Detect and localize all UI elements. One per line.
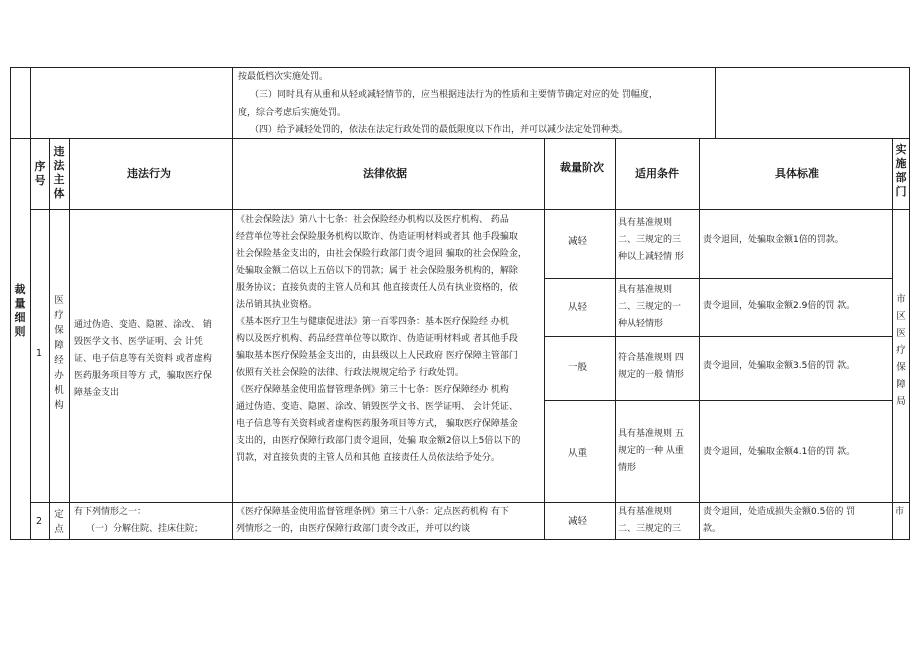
rule — [30, 209, 910, 210]
row2-level: 减轻 — [568, 516, 588, 527]
top-text-line: （四）给予减轻处罚的，依法在法定行政处罚的最低限度以下作出，并可以减少法定处罚种类。 — [250, 125, 629, 135]
header-seq: 序号 — [34, 160, 46, 187]
row1-basis-line: 构以及医疗机构、药品经营单位等以欺诈、伪造证明材料或 者其他手段 — [236, 334, 518, 344]
row1-condition-line: 具有基准规则 — [618, 218, 673, 228]
row1-basis-line: 处骗取金额二倍以上五倍以下的罚款；属于 社会保险服务机构的，解除 — [236, 266, 518, 276]
row1-basis-line: 《医疗保障基金使用监督管理条例》第三十七条：医疗保障经办 机构 — [236, 385, 509, 395]
row1-basis-line: 支出的，由医疗保障行政部门责令退回，处骗 取金额2倍以上5倍以下的 — [236, 436, 521, 446]
rule — [49, 138, 50, 539]
row1-level: 从轻 — [568, 302, 588, 313]
row2-act-line: （一）分解住院、挂床住院； — [86, 524, 204, 534]
row1-standard: 责令退回，处骗取金额1倍的罚款。 — [703, 235, 844, 245]
row1-dept: 市区医疗保障局 — [896, 294, 906, 407]
row1-basis-line: 《基本医疗卫生与健康促进法》第一百零四条：基本医疗保险经 办机 — [236, 317, 509, 327]
row1-basis-line: 罚款，对直接负责的主管人员和其他 直接责任人员依法给予处分。 — [236, 453, 500, 463]
rule — [69, 138, 70, 539]
row1-basis-line: 骗取基本医疗保险基金支出的，由县级以上人民政府 医疗保障主管部门 — [236, 351, 518, 361]
row2-standard-line: 责令退回，处造成损失金额0.5倍的 罚 — [703, 507, 856, 517]
row1-act-line: 通过伪造、变造、隐匿、涂改、 销 — [74, 320, 212, 330]
header-subject: 违法主体 — [53, 145, 65, 200]
rule — [715, 67, 716, 138]
row1-condition-line: 种以上减轻情 形 — [618, 252, 684, 262]
row2-dept: 市 — [895, 507, 905, 517]
row1-act-line: 医药服务项目等方 式，骗取医疗保 — [74, 371, 212, 381]
row1-basis-line: 社会保险基金支出的，由社会保险行政部门责令退回 骗取的社会保险金， — [236, 249, 527, 259]
row1-level: 一般 — [568, 362, 588, 373]
rule — [615, 138, 616, 539]
rule — [30, 502, 910, 503]
rule — [544, 278, 892, 279]
rule — [544, 138, 545, 539]
rule — [892, 138, 893, 539]
row1-condition-line: 种从轻情形 — [618, 319, 664, 329]
row2-basis-line: 列情形之一的，由医疗保障行政部门责令改正，并可以约谈 — [236, 524, 471, 534]
row1-basis-line: 服务协议；直接负责的主管人员和其 他直接责任人员有执业资格的，依 — [236, 283, 518, 293]
header-condition: 适用条件 — [635, 167, 679, 180]
row1-subject: 医疗保障经办机构 — [54, 295, 64, 411]
row1-standard: 责令退回，处骗取金额4.1倍的罚 款。 — [703, 447, 856, 457]
rule — [699, 138, 700, 539]
rule — [544, 400, 892, 401]
rule — [232, 67, 233, 138]
header-dept: 实施部门 — [895, 143, 907, 198]
row1-act-line: 毁医学文书、医学证明、会 计凭 — [74, 337, 203, 347]
row2-condition-line: 二、三规定的三 — [618, 524, 682, 534]
rule — [10, 67, 910, 68]
row2-basis-line: 《医疗保障基金使用监督管理条例》第三十八条：定点医药机构 有下 — [236, 507, 509, 517]
row1-condition-line: 规定的一种 从重 — [618, 446, 684, 456]
row1-act-line: 证、电子信息等有关资料 或者虚构 — [74, 354, 212, 364]
row2-seq: 2 — [36, 516, 43, 527]
row1-basis-line: 通过伪造、变造、隐匿、涂改、销毁医学文书、医学证明、 会计凭证、 — [236, 402, 518, 412]
row1-standard: 责令退回，处骗取金额3.5倍的罚 款。 — [703, 361, 856, 371]
row1-standard: 责令退回，处骗取金额2.9倍的罚 款。 — [703, 301, 856, 311]
row1-level: 减轻 — [568, 236, 588, 247]
rule — [544, 336, 892, 337]
row1-condition-line: 二、三规定的一 — [618, 302, 682, 312]
row1-condition-line: 二、三规定的三 — [618, 235, 682, 245]
row1-seq: 1 — [36, 348, 43, 359]
row1-condition-line: 规定的一般 情形 — [618, 370, 684, 380]
rule — [232, 138, 233, 539]
header-act: 违法行为 — [127, 167, 171, 180]
row1-basis-line: 经营单位等社会保险服务机构以欺诈、伪造证明材料或者其 他手段骗取 — [236, 232, 518, 242]
row1-basis-line: 电子信息等有关资料或者虚构医药服务项目等方式， 骗取医疗保障基金 — [236, 419, 518, 429]
top-text-line: 按最低档次实施处罚。 — [238, 72, 329, 82]
rule — [30, 67, 31, 540]
row1-condition-line: 符合基准规则 四 — [618, 353, 684, 363]
row1-condition-line: 具有基准规则 五 — [618, 429, 684, 439]
row1-condition-line: 情形 — [618, 463, 637, 473]
top-text-line: 度，综合考虑后实施处罚。 — [238, 108, 347, 118]
row2-standard-line: 款。 — [703, 524, 722, 534]
row2-subject: 定点 — [54, 509, 64, 535]
row1-basis-line: 法吊销其执业资格。 — [236, 300, 318, 310]
rule — [10, 539, 910, 540]
row2-condition-line: 具有基准规则 — [618, 507, 673, 517]
row1-condition-line: 具有基准规则 — [618, 285, 673, 295]
row1-act-line: 障基金支出 — [74, 388, 120, 398]
section-label: 裁量细则 — [14, 283, 26, 338]
rule — [10, 67, 11, 540]
header-basis: 法律依据 — [363, 167, 407, 180]
row2-act-line: 有下列情形之一： — [74, 507, 147, 517]
top-text-line: （三）同时具有从重和从轻或减轻情节的，应当根据违法行为的性质和主要情节确定对应的处 罚幅度， — [250, 90, 658, 100]
row1-basis-line: 《社会保险法》第八十七条：社会保险经办机构以及医疗机构、 药品 — [236, 215, 509, 225]
header-standard: 具体标准 — [775, 167, 819, 180]
rule — [909, 67, 910, 540]
header-level: 裁量阶次 — [560, 161, 604, 174]
row1-level: 从重 — [568, 448, 588, 459]
row1-basis-line: 依照有关社会保险的法律、行政法规规定给予 行政处罚。 — [236, 368, 464, 378]
